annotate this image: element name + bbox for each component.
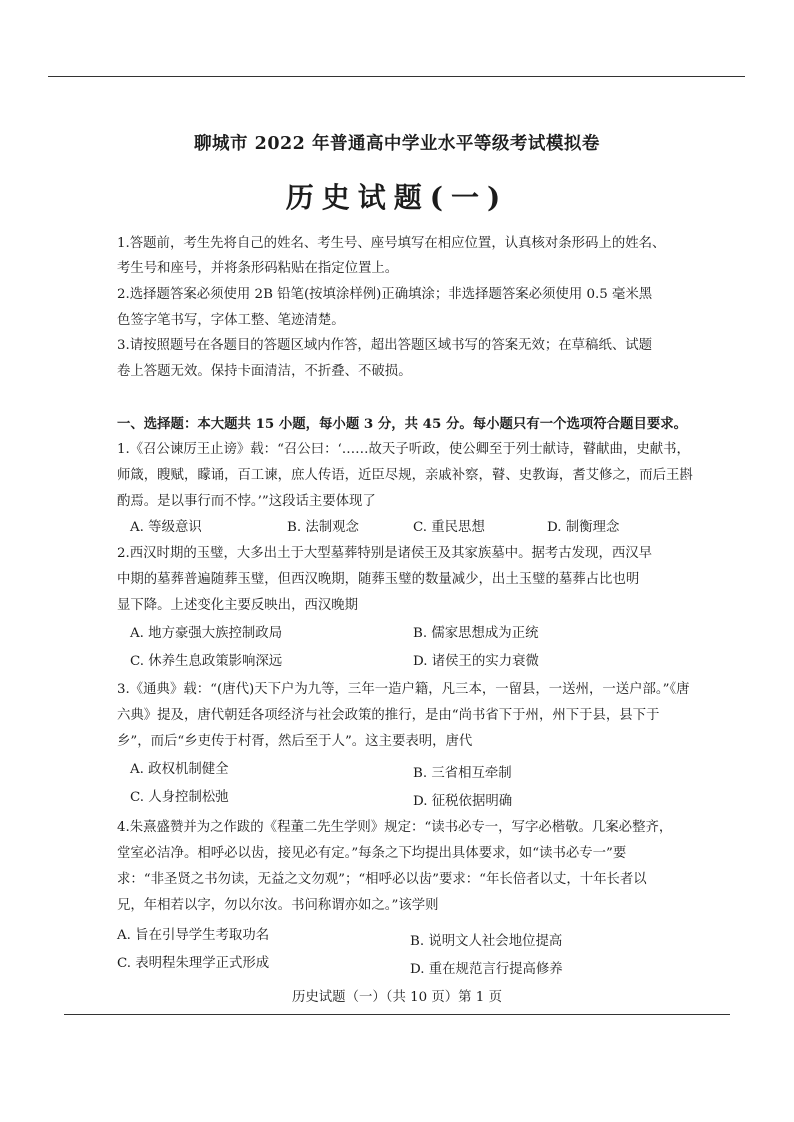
exam-title: 聊城市 2022 年普通高中学业水平等级考试模拟卷 — [194, 134, 600, 154]
question-2-stem-line-2: 中期的墓葬普遍随葬玉璧，但西汉晚期，随葬玉璧的数量减少，出土玉璧的墓葬占比也明 — [117, 572, 640, 587]
bottom-rule — [64, 1014, 730, 1015]
question-4-stem-line-3: 求：“非圣贤之书勿读，无益之文勿观”；“相呼必以齿”要求：“年长倍者以丈，十年长者以 — [117, 872, 647, 887]
question-3-stem-line-1: 3.《通典》载：“(唐代)天下户为九等，三年一造户籍，凡三本，一留县，一送州，一送户部。”《唐 — [117, 682, 690, 697]
instruction-2-line-1: 2.选择题答案必须使用 2B 铅笔(按填涂样例)正确填涂；非选择题答案必须使用 0.5 毫米黑 — [117, 287, 653, 302]
question-2-option-c: C. 休养生息政策影响深远 — [130, 654, 283, 669]
instruction-2-line-2: 色签字笔书写，字体工整、笔迹清楚。 — [117, 313, 345, 328]
question-4-stem-line-4: 兄，年相若以字，勿以尔汝。书问称谓亦如之。”该学则 — [117, 898, 439, 913]
instruction-1-line-2: 考生号和座号，并将条形码粘贴在指定位置上。 — [117, 261, 399, 276]
question-3-stem-line-3: 乡”，而后“乡吏传于村胥，然后至于人”。这主要表明，唐代 — [117, 734, 473, 749]
question-2-option-d: D. 诸侯王的实力衰微 — [413, 654, 539, 669]
question-4-option-a: A. 旨在引导学生考取功名 — [117, 928, 270, 943]
question-3-option-d: D. 征税依据明确 — [413, 794, 513, 809]
page-footer: 历史试题（一）（共 10 页）第 1 页 — [292, 990, 502, 1005]
question-3-option-c: C. 人身控制松弛 — [130, 790, 229, 805]
question-2-stem-line-3: 显下降。上述变化主要反映出，西汉晚期 — [117, 598, 359, 613]
question-1-option-b: B. 法制观念 — [287, 520, 359, 535]
question-1-option-a: A. 等级意识 — [130, 520, 202, 535]
top-rule — [48, 76, 745, 77]
question-4-option-d: D. 重在规范言行提高修养 — [410, 962, 563, 977]
question-1-stem-line-3: 酌焉。是以事行而不悖。’”这段话主要体现了 — [117, 494, 376, 509]
subject-title: 历史试题(一) — [285, 181, 509, 214]
question-2-option-a: A. 地方豪强大族控制政局 — [130, 626, 283, 641]
question-3-option-b: B. 三省相互牵制 — [413, 766, 512, 781]
question-3-stem-line-2: 六典》提及，唐代朝廷各项经济与社会政策的推行，是由“尚书省下于州，州下于县，县下于 — [117, 708, 660, 723]
question-4-stem-line-2: 堂室必洁净。相呼必以齿，接见必有定。”每条之下均提出具体要求，如“读书必专一”要 — [117, 846, 627, 861]
question-1-option-d: D. 制衡理念 — [547, 520, 620, 535]
instruction-1-line-1: 1.答题前，考生先将自己的姓名、考生号、座号填写在相应位置，认真核对条形码上的姓名、 — [117, 236, 666, 251]
instruction-3-line-1: 3.请按照题号在各题目的答题区域内作答，超出答题区域书写的答案无效；在草稿纸、试题 — [117, 338, 653, 353]
question-4-stem-line-1: 4.朱熹盛赞并为之作跋的《程董二先生学则》规定：“读书必专一，写字必楷敬。几案必整齐， — [117, 820, 673, 835]
question-4-option-c: C. 表明程朱理学正式形成 — [117, 956, 270, 971]
section-heading: 一、选择题：本大题共 15 小题，每小题 3 分，共 45 分。每小题只有一个选项符合题目要求。 — [117, 416, 688, 432]
question-2-stem-line-1: 2.西汉时期的玉璧，大多出土于大型墓葬特别是诸侯王及其家族墓中。据考古发现，西汉早 — [117, 546, 653, 561]
question-4-option-b: B. 说明文人社会地位提高 — [410, 934, 563, 949]
question-3-option-a: A. 政权机制健全 — [130, 762, 229, 777]
question-1-stem-line-1: 1.《召公谏厉王止谤》载：“召公曰：‘……故天子听政，使公卿至于列士献诗，瞽献曲，史献书， — [117, 442, 690, 457]
question-2-option-b: B. 儒家思想成为正统 — [413, 626, 539, 641]
question-1-option-c: C. 重民思想 — [413, 520, 485, 535]
question-1-stem-line-2: 师箴，瞍赋，矇诵，百工谏，庶人传语，近臣尽规，亲戚补察，瞽、史教诲，耆艾修之，而后王斟 — [117, 468, 693, 483]
instruction-3-line-2: 卷上答题无效。保持卡面清洁，不折叠、不破损。 — [117, 364, 412, 379]
